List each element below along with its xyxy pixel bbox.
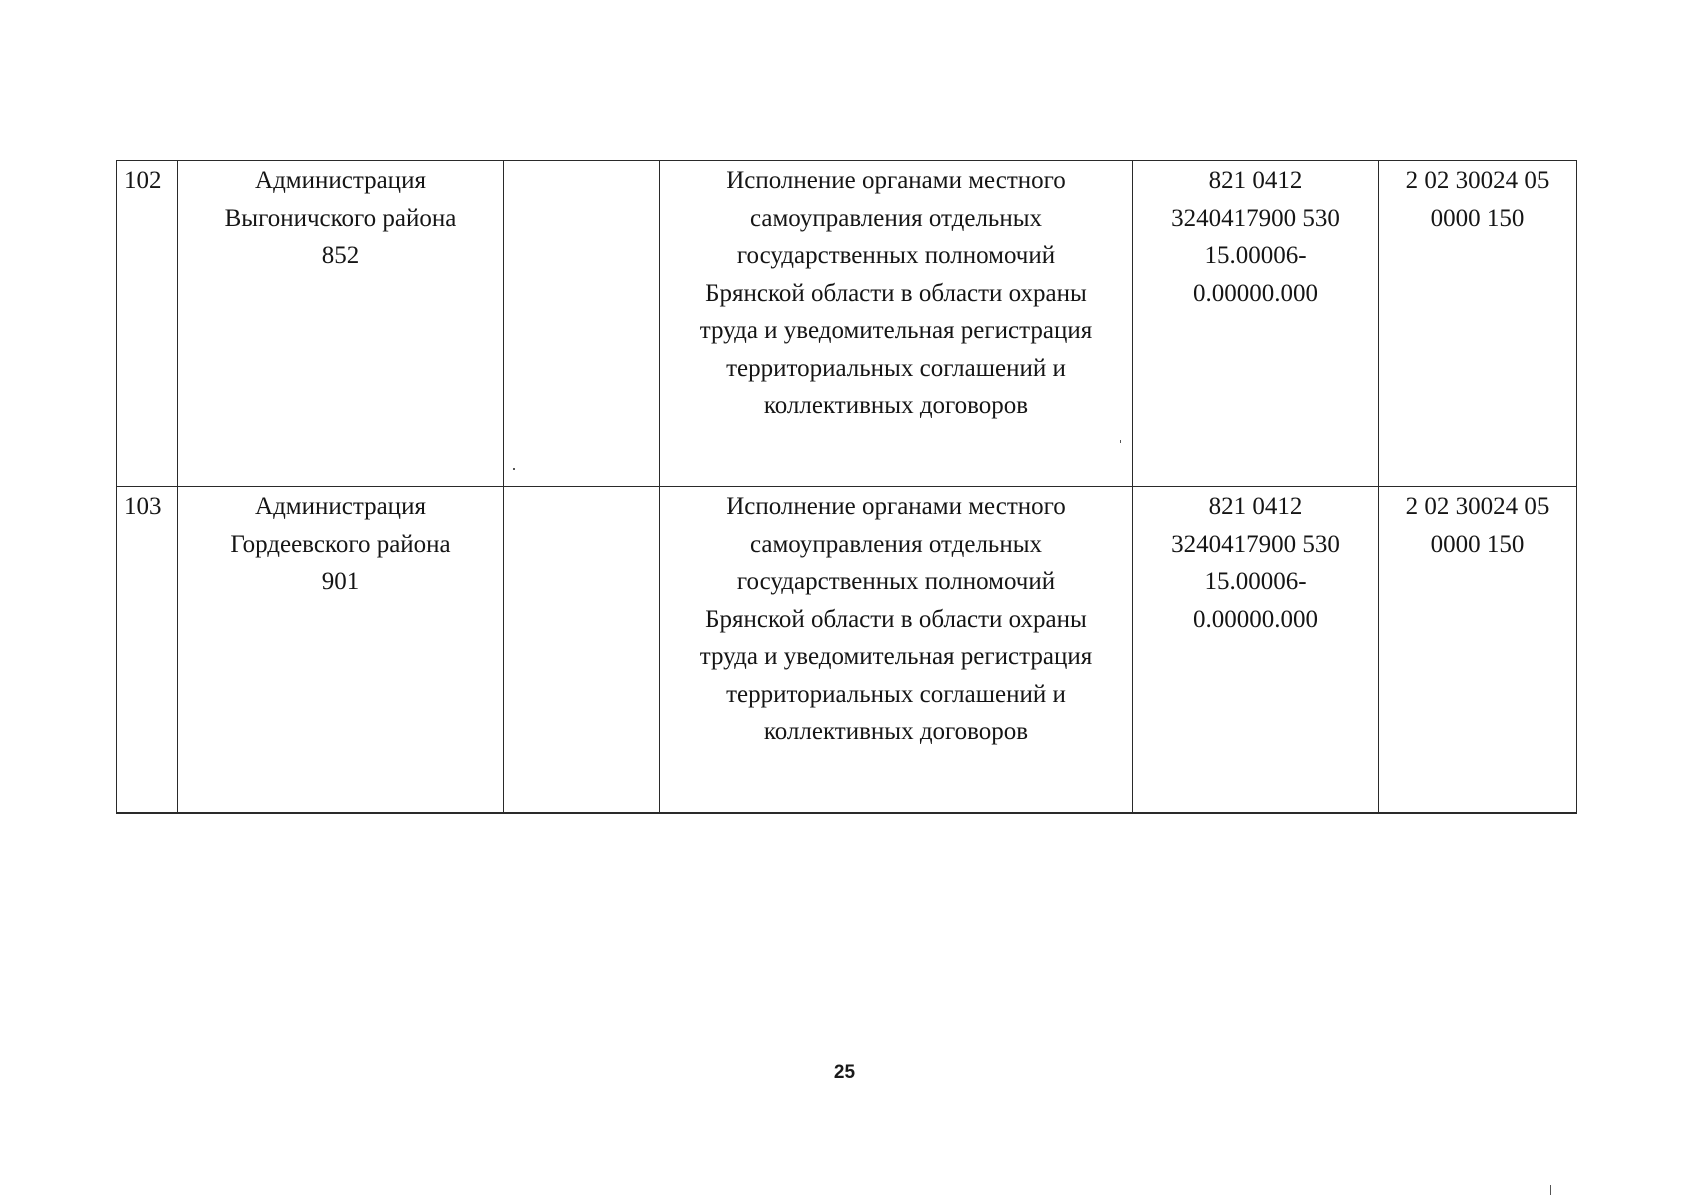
purpose-line: Исполнение органами местного xyxy=(726,167,1066,194)
expense-code-line: 3240417900 530 xyxy=(1171,204,1340,232)
purpose-line: труда и уведомительная регистрация xyxy=(699,643,1093,670)
purpose-line: самоуправления отдельных xyxy=(749,530,1043,558)
scan-speck xyxy=(1120,440,1121,443)
income-code-cell xyxy=(1379,161,1577,487)
recipient-cell xyxy=(178,161,504,487)
row-number-cell xyxy=(117,487,178,813)
expense-code-line: 0.00000.000 xyxy=(1193,279,1318,307)
empty-cell xyxy=(504,161,660,487)
row-number: 103 xyxy=(124,493,162,520)
scan-speck xyxy=(513,468,515,470)
expense-code-line: 15.00006- xyxy=(1204,568,1307,595)
purpose-line: Исполнение органами местного xyxy=(726,493,1066,520)
recipient-line: Администрация xyxy=(255,493,426,520)
expense-code-line: 0.00000.000 xyxy=(1193,605,1318,633)
purpose-line: Брянской области в области охраны xyxy=(705,279,1087,307)
empty-cell xyxy=(504,487,660,813)
document-table xyxy=(116,160,1577,814)
page-number: 25 xyxy=(833,1062,856,1083)
expense-code-line: 3240417900 530 xyxy=(1171,530,1340,558)
income-code-line: 0000 150 xyxy=(1430,530,1525,558)
recipient-cell xyxy=(178,487,504,813)
income-code-line: 0000 150 xyxy=(1430,204,1525,232)
recipient-line: 852 xyxy=(321,242,360,269)
expense-code-cell xyxy=(1133,161,1379,487)
purpose-cell xyxy=(660,487,1133,813)
expense-code-line: 821 0412 xyxy=(1208,493,1303,520)
row-number: 102 xyxy=(124,167,162,194)
expense-code-line: 821 0412 xyxy=(1208,167,1303,194)
income-code-cell xyxy=(1379,487,1577,813)
income-code-line: 2 02 30024 05 xyxy=(1405,493,1550,520)
purpose-line: самоуправления отдельных xyxy=(749,204,1043,232)
purpose-line: труда и уведомительная регистрация xyxy=(699,317,1093,344)
purpose-line: Брянской области в области охраны xyxy=(705,605,1087,633)
expense-code-cell xyxy=(1133,487,1379,813)
recipient-line: Выгоничского района xyxy=(224,204,457,232)
table-row xyxy=(117,487,1577,813)
table-row xyxy=(117,161,1577,487)
scan-speck xyxy=(1550,1185,1551,1195)
purpose-line: территориальных соглашений и xyxy=(726,354,1066,382)
recipient-line: 901 xyxy=(321,568,360,595)
purpose-line: коллективных договоров xyxy=(763,718,1029,745)
purpose-line: коллективных договоров xyxy=(763,392,1029,419)
income-code-line: 2 02 30024 05 xyxy=(1405,167,1550,194)
recipient-line: Гордеевского района xyxy=(230,530,451,558)
row-number-cell xyxy=(117,161,178,487)
purpose-line: территориальных соглашений и xyxy=(726,680,1066,708)
purpose-line: государственных полномочий xyxy=(736,568,1056,595)
expense-code-line: 15.00006- xyxy=(1204,242,1307,269)
purpose-line: государственных полномочий xyxy=(736,242,1056,269)
purpose-cell xyxy=(660,161,1133,487)
recipient-line: Администрация xyxy=(255,167,426,194)
